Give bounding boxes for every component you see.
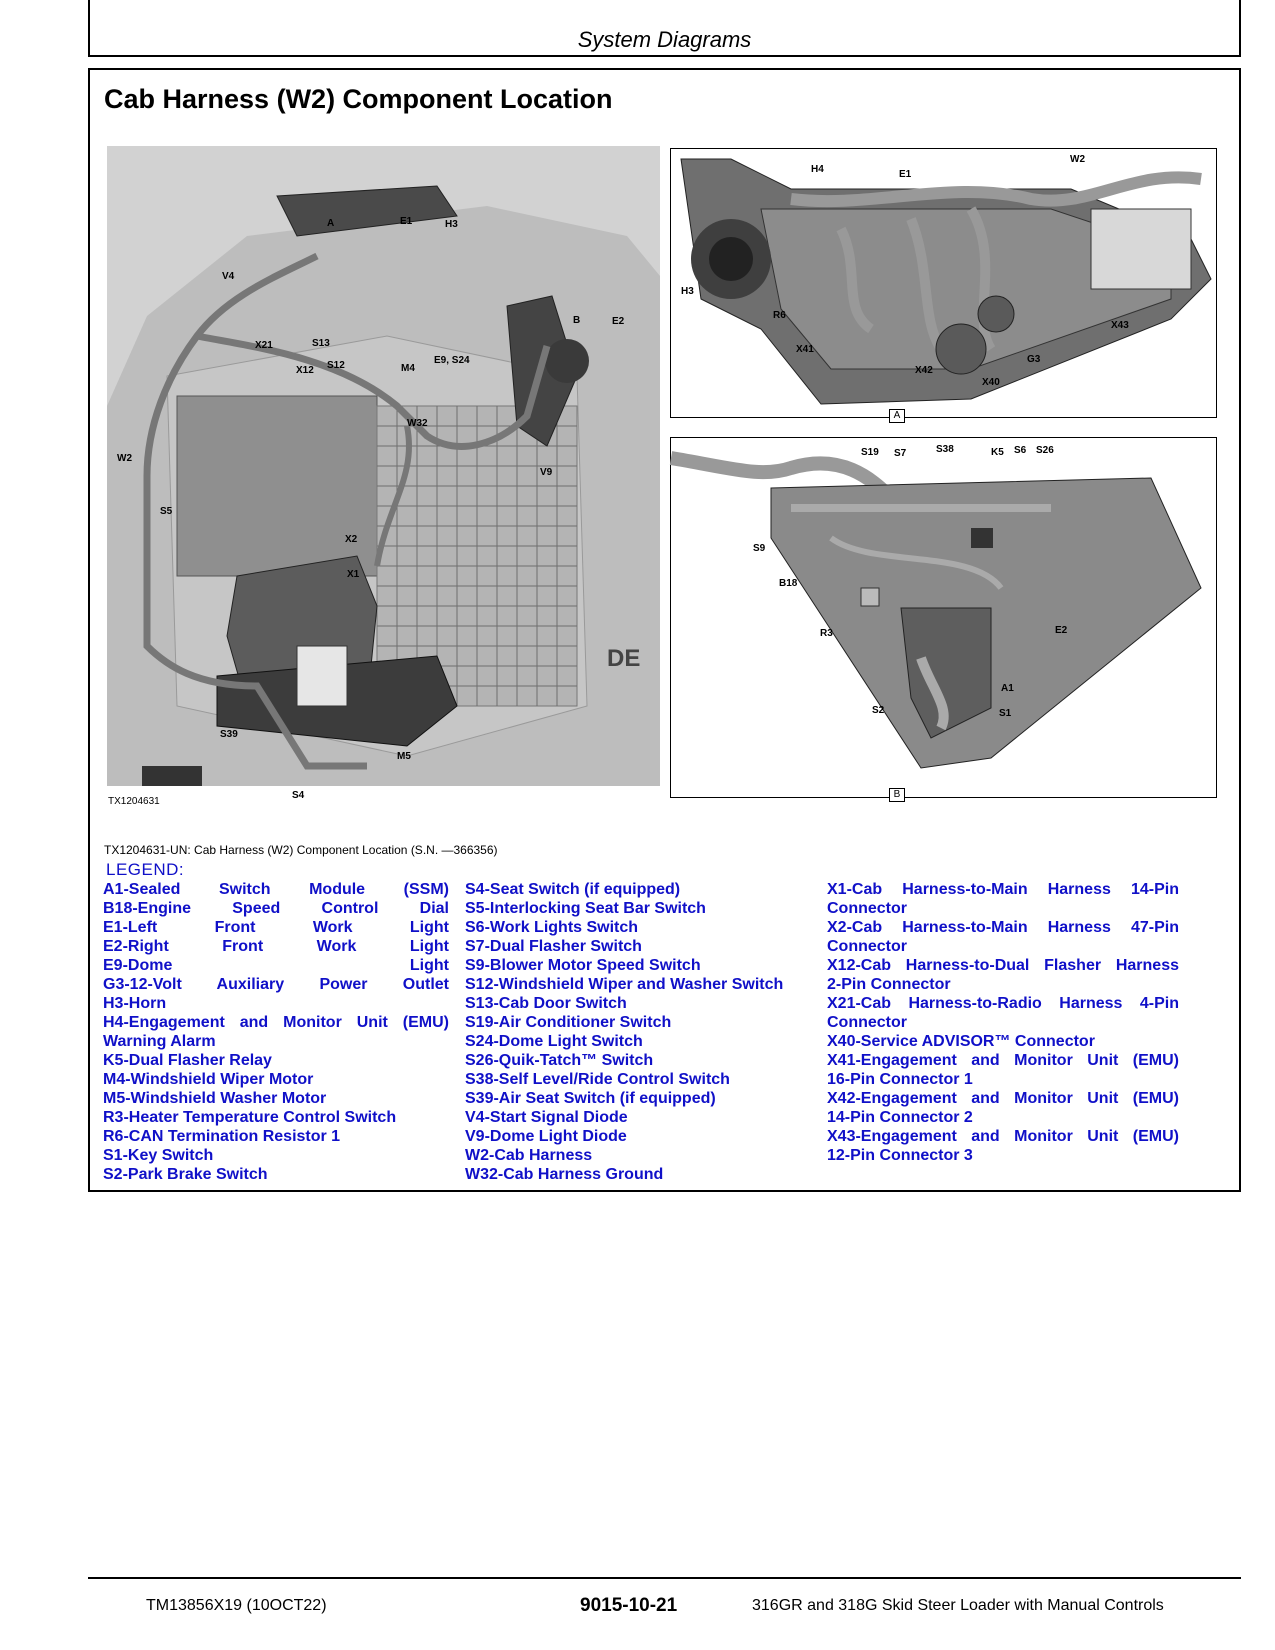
callout-b-s19: S19 <box>861 447 879 458</box>
callout-b-e2: E2 <box>1055 625 1068 636</box>
legend-item: E9-Dome Light <box>103 957 449 974</box>
legend-item: S6-Work Lights Switch <box>465 919 639 936</box>
callout-e9-s24: E9, S24 <box>434 355 470 366</box>
callout-x12: X12 <box>296 365 314 376</box>
callout-tag-b: B <box>573 315 581 326</box>
legend-item: R6-CAN Termination Resistor 1 <box>103 1128 341 1145</box>
legend-item: H4-Engagement and Monitor Unit (EMU) <box>103 1014 449 1031</box>
callout-s39: S39 <box>220 729 238 740</box>
legend-item: S2-Park Brake Switch <box>103 1166 268 1183</box>
callout-a-g3: G3 <box>1027 354 1041 365</box>
legend-item: Connector <box>827 1014 907 1031</box>
legend-item: X43-Engagement and Monitor Unit (EMU) <box>827 1128 1179 1145</box>
legend-item: W32-Cab Harness Ground <box>465 1166 664 1183</box>
callout-m4: M4 <box>401 363 415 374</box>
callout-a-r6: R6 <box>773 310 786 321</box>
legend-item: S7-Dual Flasher Switch <box>465 938 642 955</box>
legend-item: X40-Service ADVISOR™ Connector <box>827 1033 1095 1050</box>
brand-text: DE <box>607 645 641 672</box>
callout-a-h4: H4 <box>811 164 824 175</box>
content-frame <box>88 68 1241 1192</box>
legend-item: V9-Dome Light Diode <box>465 1128 627 1145</box>
legend-item: S1-Key Switch <box>103 1147 214 1164</box>
legend-item: V4-Start Signal Diode <box>465 1109 628 1126</box>
legend-column-2 <box>465 880 810 1184</box>
callout-b-s2: S2 <box>872 705 885 716</box>
callout-w2: W2 <box>117 453 132 464</box>
callout-a-h3: H3 <box>681 286 694 297</box>
figure-caption: TX1204631-UN: Cab Harness (W2) Component Location (S.N. —366356) <box>104 843 498 857</box>
callout-m5: M5 <box>397 751 411 762</box>
callout-a-e1: E1 <box>899 169 912 180</box>
legend-item: S5-Interlocking Seat Bar Switch <box>465 900 706 917</box>
legend-item: X21-Cab Harness-to-Radio Harness 4-Pin <box>827 995 1179 1012</box>
callout-a-x40: X40 <box>982 377 1000 388</box>
callout-x21: X21 <box>255 340 273 351</box>
legend-item: S13-Cab Door Switch <box>465 995 627 1012</box>
legend-item: S12-Windshield Wiper and Washer Switch <box>465 976 784 993</box>
callout-w32: W32 <box>407 418 428 429</box>
callout-b-s9: S9 <box>753 543 766 554</box>
legend-item: 12-Pin Connector 3 <box>827 1147 973 1164</box>
callout-a-x41: X41 <box>796 344 814 355</box>
detail-a-svg <box>671 149 1216 417</box>
callout-b-s38: S38 <box>936 444 954 455</box>
callout-b-r3: R3 <box>820 628 833 639</box>
legend-item: E1-Left Front Work Light <box>103 919 449 936</box>
callout-tag-a: A <box>327 218 335 229</box>
callout-b-s6: S6 <box>1014 445 1027 456</box>
legend-item: Connector <box>827 938 907 955</box>
callout-a-w2: W2 <box>1070 154 1085 165</box>
legend-item: 14-Pin Connector 2 <box>827 1109 973 1126</box>
section-title: System Diagrams <box>577 27 752 52</box>
legend-item: K5-Dual Flasher Relay <box>103 1052 272 1069</box>
legend-item: M5-Windshield Washer Motor <box>103 1090 327 1107</box>
overview-svg <box>107 146 660 801</box>
legend-item: S38-Self Level/Ride Control Switch <box>465 1071 730 1088</box>
legend-item: S9-Blower Motor Speed Switch <box>465 957 701 974</box>
footer-divider <box>88 1577 1241 1579</box>
legend-item: Connector <box>827 900 907 917</box>
legend-item: M4-Windshield Wiper Motor <box>103 1071 314 1088</box>
callout-b-s7: S7 <box>894 448 907 459</box>
callout-b-s26: S26 <box>1036 445 1054 456</box>
legend-item: S39-Air Seat Switch (if equipped) <box>465 1090 716 1107</box>
figure-id: TX1204631 <box>108 796 160 807</box>
legend-item: B18-Engine Speed Control Dial <box>103 900 449 917</box>
cab-harness-overview-illustration <box>107 146 660 801</box>
callout-s13: S13 <box>312 338 330 349</box>
detail-a-tag: A <box>889 409 905 423</box>
legend-item: G3-12-Volt Auxiliary Power Outlet <box>103 976 449 993</box>
legend-item: 2-Pin Connector <box>827 976 951 993</box>
callout-x2: X2 <box>345 534 358 545</box>
callout-v9: V9 <box>540 467 553 478</box>
callout-e1: E1 <box>400 216 413 227</box>
detail-b-illustration <box>670 437 1217 798</box>
legend-item: S24-Dome Light Switch <box>465 1033 643 1050</box>
callout-s12: S12 <box>327 360 345 371</box>
legend-item: 16-Pin Connector 1 <box>827 1071 973 1088</box>
legend-column-3 <box>827 880 1179 1165</box>
footer-product: 316GR and 318G Skid Steer Loader with Manual Controls <box>752 1597 1164 1614</box>
page-title: Cab Harness (W2) Component Location <box>104 84 613 114</box>
legend-item: R3-Heater Temperature Control Switch <box>103 1109 397 1126</box>
callout-h3: H3 <box>445 219 458 230</box>
callout-a-x43: X43 <box>1111 320 1129 331</box>
callout-v4: V4 <box>222 271 235 282</box>
callout-s4: S4 <box>292 790 305 801</box>
callout-b-s1: S1 <box>999 708 1012 719</box>
callout-s5: S5 <box>160 506 173 517</box>
legend-item: S19-Air Conditioner Switch <box>465 1014 672 1031</box>
legend-item: A1-Sealed Switch Module (SSM) <box>103 881 449 898</box>
legend-item: X2-Cab Harness-to-Main Harness 47-Pin <box>827 919 1179 936</box>
callout-b-a1: A1 <box>1001 683 1014 694</box>
detail-a-illustration <box>670 148 1217 418</box>
legend-item: X41-Engagement and Monitor Unit (EMU) <box>827 1052 1179 1069</box>
callout-b-k5: K5 <box>991 447 1004 458</box>
legend-item: X1-Cab Harness-to-Main Harness 14-Pin <box>827 881 1179 898</box>
legend-item: S4-Seat Switch (if equipped) <box>465 881 681 898</box>
detail-b-svg <box>671 438 1216 797</box>
footer-page-number: 9015-10-21 <box>580 1595 678 1616</box>
section-header <box>88 0 1241 57</box>
callout-a-x42: X42 <box>915 365 933 376</box>
legend-item: X12-Cab Harness-to-Dual Flasher Harness <box>827 957 1179 974</box>
callout-e2: E2 <box>612 316 625 327</box>
legend-item: E2-Right Front Work Light <box>103 938 449 955</box>
callout-x1: X1 <box>347 569 360 580</box>
detail-b-tag: B <box>889 788 905 802</box>
callout-b-b18: B18 <box>779 578 798 589</box>
legend-item: Warning Alarm <box>103 1033 216 1050</box>
footer-doc-id: TM13856X19 (10OCT22) <box>146 1597 327 1614</box>
legend-item: S26-Quik-Tatch™ Switch <box>465 1052 654 1069</box>
legend-heading: LEGEND: <box>106 860 185 879</box>
legend-item: W2-Cab Harness <box>465 1147 593 1164</box>
legend-item: H3-Horn <box>103 995 167 1012</box>
legend-item: X42-Engagement and Monitor Unit (EMU) <box>827 1090 1179 1107</box>
legend-column-1 <box>103 880 449 1184</box>
